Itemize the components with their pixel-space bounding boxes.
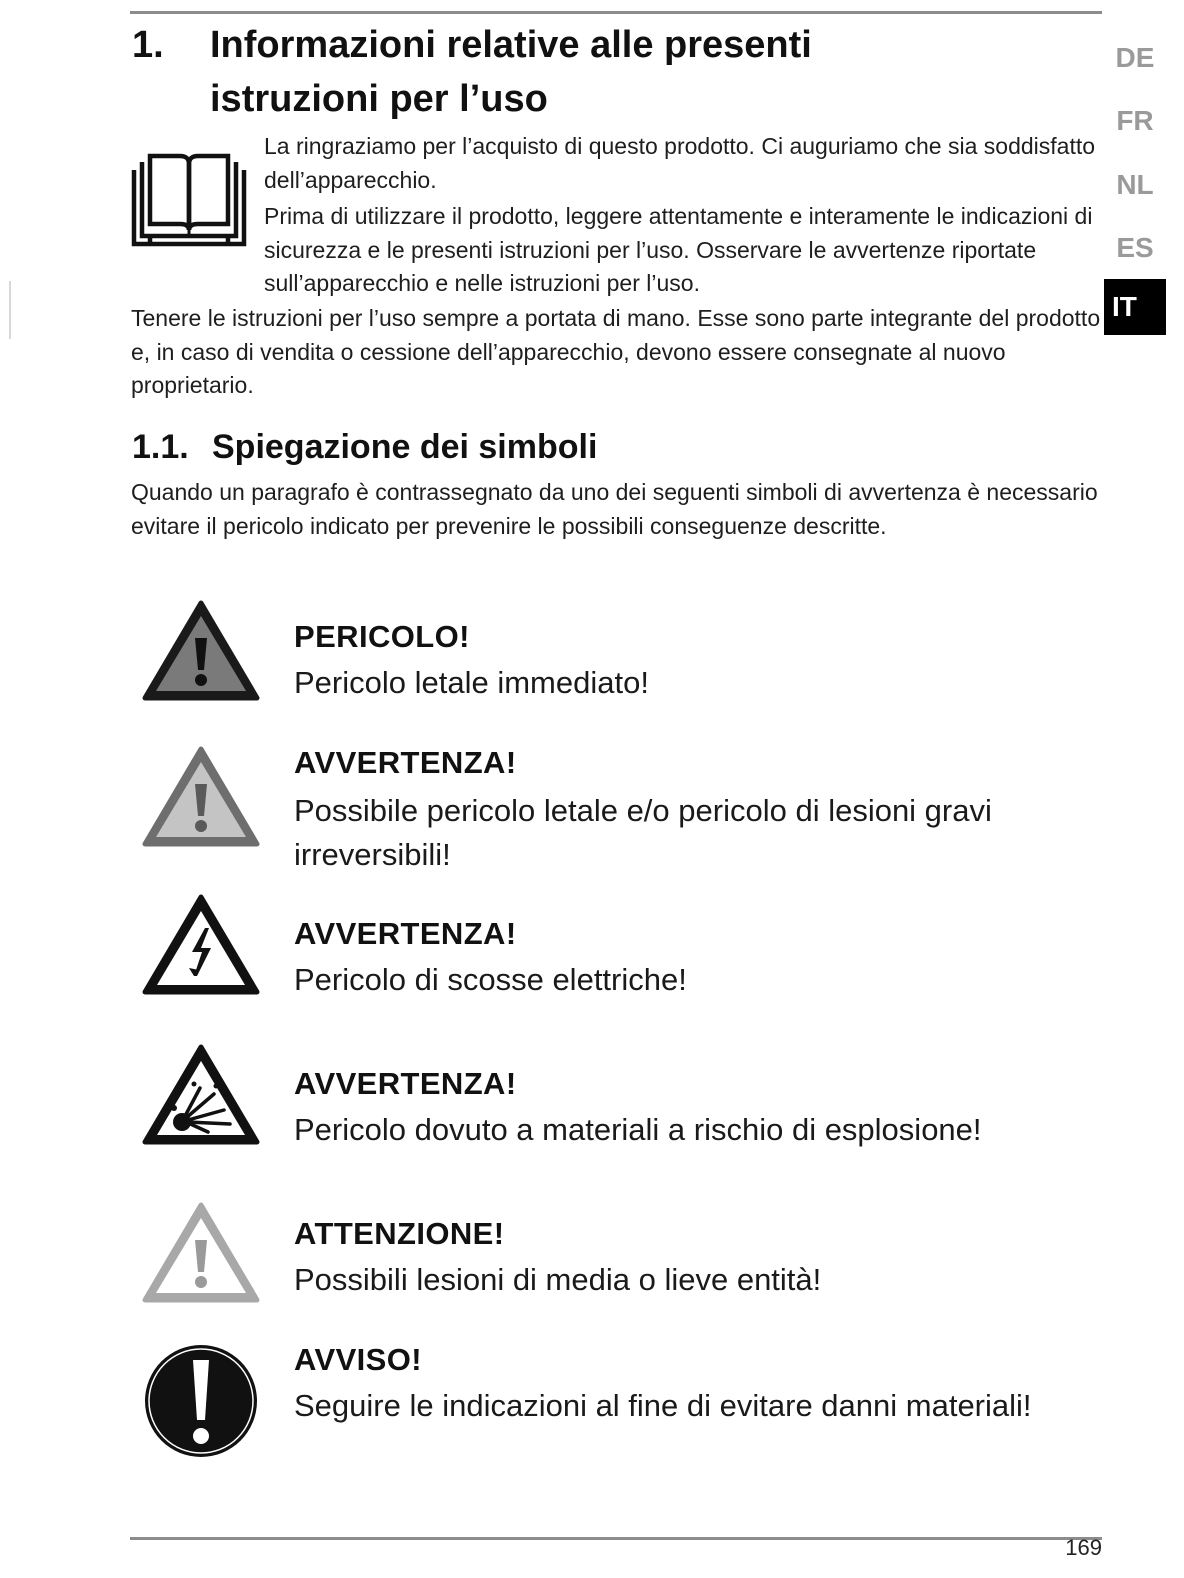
symbol-description: Possibili lesioni di media o lieve entità!: [294, 1262, 822, 1297]
symbol-title: AVVERTENZA!: [294, 916, 517, 951]
caution-triangle-icon: [142, 1202, 260, 1304]
symbol-description: Seguire le indicazioni al fine di evitare danni materiali!: [294, 1388, 1032, 1423]
subsection-title: Spiegazione dei simboli: [212, 428, 598, 466]
explosion-icon: [142, 1044, 260, 1146]
subsection-number: 1.1.: [132, 428, 189, 466]
symbol-title: AVVISO!: [294, 1342, 422, 1377]
lang-tab-nl[interactable]: NL: [1116, 169, 1154, 200]
symbol-title: PERICOLO!: [294, 619, 470, 654]
page-number: 169: [1065, 1535, 1102, 1560]
symbol-title: AVVERTENZA!: [294, 1066, 517, 1101]
section-heading: [132, 18, 812, 126]
symbols-explanation: Quando un paragrafo è contrassegnato da uno dei seguenti simboli di avvertenza è necessario evitare il pericolo indicato per prevenire le possibili conseguenze descritte.: [131, 479, 1098, 539]
lang-tab-fr[interactable]: FR: [1116, 105, 1154, 136]
section-number: 1.: [132, 24, 164, 66]
symbol-description: Possibile pericolo letale e/o pericolo di lesioni gravi irreversibili!: [294, 793, 992, 872]
section-title-line1: Informazioni relative alle presenti: [210, 24, 812, 66]
symbol-description: Pericolo dovuto a materiali a rischio di esplosione!: [294, 1112, 982, 1147]
electric-shock-icon: [142, 894, 260, 996]
notice-circle-icon: [142, 1340, 260, 1462]
intro-paragraph-3: Tenere le istruzioni per l’uso sempre a portata di mano. Esse sono parte integrante del prodotto e, in caso di vendita o cessione dell’apparecchio, devono essere consegnate al nuovo proprietario.: [131, 305, 1101, 398]
subsection-heading: [132, 426, 597, 468]
intro-paragraph-1: La ringraziamo per l’acquisto di questo prodotto. Ci auguriamo che sia soddisfatto dell’apparecchio.: [264, 133, 1096, 193]
bottom-rule: [130, 1537, 1102, 1540]
section-title-line2: istruzioni per l’uso: [210, 78, 548, 120]
intro-text: [264, 130, 1102, 304]
lang-tab-de[interactable]: DE: [1115, 42, 1155, 73]
danger-triangle-icon: [142, 600, 260, 702]
top-rule: [130, 11, 1102, 14]
intro-paragraph-2: Prima di utilizzare il prodotto, leggere attentamente e interamente le indicazioni di sicurezza e le presenti istruzioni per l’uso. Osservare le avvertenze riportate sull’apparecchio e nelle istruzioni per l’uso.: [264, 203, 1093, 296]
lang-tab-it-active[interactable]: IT: [1104, 279, 1166, 335]
page-edge-mark: [9, 281, 11, 339]
symbol-title: AVVERTENZA!: [294, 745, 517, 780]
open-book-icon: [130, 150, 248, 250]
symbol-title: ATTENZIONE!: [294, 1216, 505, 1251]
symbol-description: Pericolo di scosse elettriche!: [294, 962, 687, 997]
symbol-description: Pericolo letale immediato!: [294, 665, 649, 700]
lang-tab-es[interactable]: ES: [1116, 232, 1154, 263]
warning-triangle-icon: [142, 746, 260, 848]
